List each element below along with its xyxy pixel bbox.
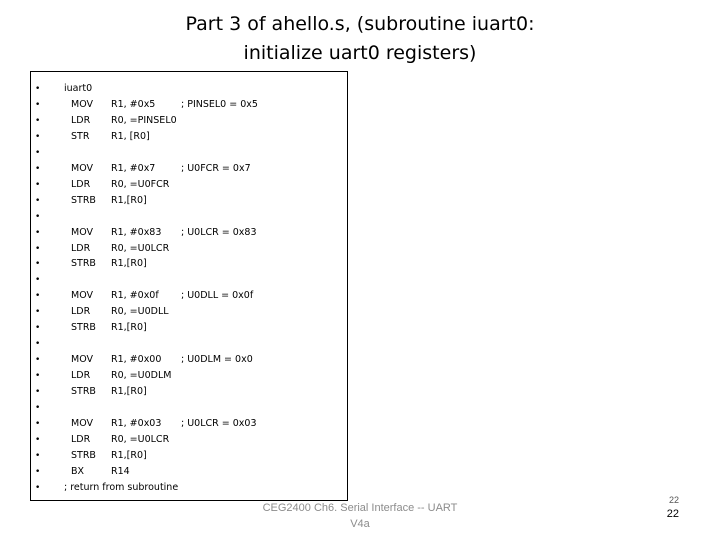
code-line	[31, 193, 347, 209]
code-opcode: LDR	[71, 242, 91, 254]
code-opcode: MOV	[71, 98, 94, 110]
bullet-icon: •	[35, 211, 41, 222]
bullet-icon: •	[35, 259, 41, 270]
code-comment: ; PINSEL0 = 0x5	[181, 98, 258, 110]
code-opcode: LDR	[71, 114, 91, 126]
code-comment: ; U0LCR = 0x83	[181, 226, 257, 238]
bullet-icon: •	[35, 355, 41, 366]
footer-line-2: V4a	[350, 518, 370, 530]
code-line	[31, 464, 347, 480]
code-opcode: STR	[71, 130, 90, 142]
slide-title-line-1: Part 3 of ahello.s, (subroutine iuart0:	[185, 13, 535, 35]
code-operands: R0, =U0DLL	[111, 306, 169, 318]
bullet-icon: •	[35, 403, 41, 413]
bullet-icon: •	[35, 482, 41, 493]
code-comment: ; U0DLM = 0x0	[181, 354, 253, 366]
code-opcode: STRB	[71, 258, 96, 270]
code-operands: R1, #0x5	[111, 98, 156, 110]
code-listing-box	[30, 71, 348, 501]
bullet-icon: •	[35, 99, 41, 110]
bullet-icon: •	[35, 179, 41, 190]
code-opcode: LDR	[71, 178, 91, 190]
code-operands: R1, #0x03	[111, 417, 162, 429]
bullet-icon: •	[35, 84, 41, 94]
bullet-icon: •	[35, 147, 41, 158]
code-line	[31, 288, 347, 304]
code-label: iuart0	[64, 83, 93, 94]
code-label: ; return from subroutine	[64, 481, 179, 493]
code-line	[31, 352, 347, 368]
code-line	[31, 416, 347, 432]
bullet-icon: •	[35, 434, 41, 445]
code-line	[31, 241, 347, 257]
code-opcode: BX	[71, 465, 85, 477]
code-line	[31, 448, 347, 464]
footer-line-1: CEG2400 Ch6. Serial Interface -- UART	[262, 502, 458, 514]
code-line	[31, 97, 347, 113]
bullet-icon: •	[35, 275, 41, 286]
code-operands: R1,[R0]	[111, 322, 147, 334]
page-number-small: 22	[668, 495, 679, 505]
bullet-icon: •	[35, 466, 41, 477]
code-operands: R1, #0x0f	[111, 290, 159, 302]
code-opcode: MOV	[71, 290, 94, 302]
bullet-icon: •	[35, 115, 41, 126]
code-opcode: STRB	[71, 449, 96, 461]
code-line	[31, 209, 347, 225]
slide-footer	[236, 500, 484, 532]
code-line	[31, 432, 347, 448]
code-operands: R1, #0x7	[111, 162, 156, 174]
code-operands: R1, [R0]	[111, 130, 150, 142]
code-line	[31, 480, 347, 496]
code-operands: R1, #0x83	[111, 226, 162, 238]
bullet-icon: •	[35, 163, 41, 174]
code-line	[31, 161, 347, 177]
code-opcode: MOV	[71, 417, 94, 429]
code-line	[31, 177, 347, 193]
bullet-icon: •	[35, 323, 41, 334]
code-operands: R1, #0x00	[111, 354, 162, 366]
bullet-icon: •	[35, 339, 41, 350]
code-operands: R0, =U0FCR	[111, 178, 170, 190]
code-operands: R1,[R0]	[111, 386, 147, 398]
code-operands: R1,[R0]	[111, 258, 147, 270]
code-opcode: MOV	[71, 226, 94, 238]
slide-title	[0, 10, 720, 68]
bullet-icon: •	[35, 291, 41, 302]
code-line	[31, 320, 347, 336]
code-operands: R1,[R0]	[111, 194, 147, 206]
bullet-icon: •	[35, 131, 41, 142]
code-line	[31, 400, 347, 416]
code-operands: R0, =U0LCR	[111, 433, 170, 445]
bullet-icon: •	[35, 307, 41, 318]
code-line	[31, 225, 347, 241]
bullet-icon: •	[35, 418, 41, 429]
code-line	[31, 81, 347, 97]
code-opcode: STRB	[71, 386, 96, 398]
bullet-icon: •	[35, 371, 41, 382]
bullet-icon: •	[35, 227, 41, 238]
code-opcode: LDR	[71, 370, 91, 382]
code-opcode: STRB	[71, 194, 96, 206]
code-line	[31, 256, 347, 272]
code-operands: R0, =U0DLM	[111, 370, 172, 382]
bullet-icon: •	[35, 243, 41, 254]
bullet-icon: •	[35, 450, 41, 461]
code-line	[31, 304, 347, 320]
code-operands: R14	[111, 465, 130, 477]
code-opcode: LDR	[71, 306, 91, 318]
code-line	[31, 113, 347, 129]
bullet-icon: •	[35, 195, 41, 206]
code-line	[31, 368, 347, 384]
code-line	[31, 272, 347, 288]
code-opcode: STRB	[71, 322, 96, 334]
code-comment: ; U0LCR = 0x03	[181, 417, 257, 429]
page-number: 22	[666, 508, 679, 520]
code-comment: ; U0FCR = 0x7	[181, 162, 251, 174]
code-line	[31, 145, 347, 161]
code-line	[31, 336, 347, 352]
code-line	[31, 384, 347, 400]
code-line	[31, 129, 347, 145]
slide-title-line-2: initialize uart0 registers)	[243, 42, 477, 64]
code-operands: R0, =U0LCR	[111, 242, 170, 254]
code-operands: R0, =PINSEL0	[111, 114, 177, 126]
code-opcode: MOV	[71, 354, 94, 366]
code-comment: ; U0DLL = 0x0f	[181, 290, 254, 302]
code-operands: R1,[R0]	[111, 449, 147, 461]
code-opcode: LDR	[71, 433, 91, 445]
code-opcode: MOV	[71, 162, 94, 174]
bullet-icon: •	[35, 387, 41, 398]
